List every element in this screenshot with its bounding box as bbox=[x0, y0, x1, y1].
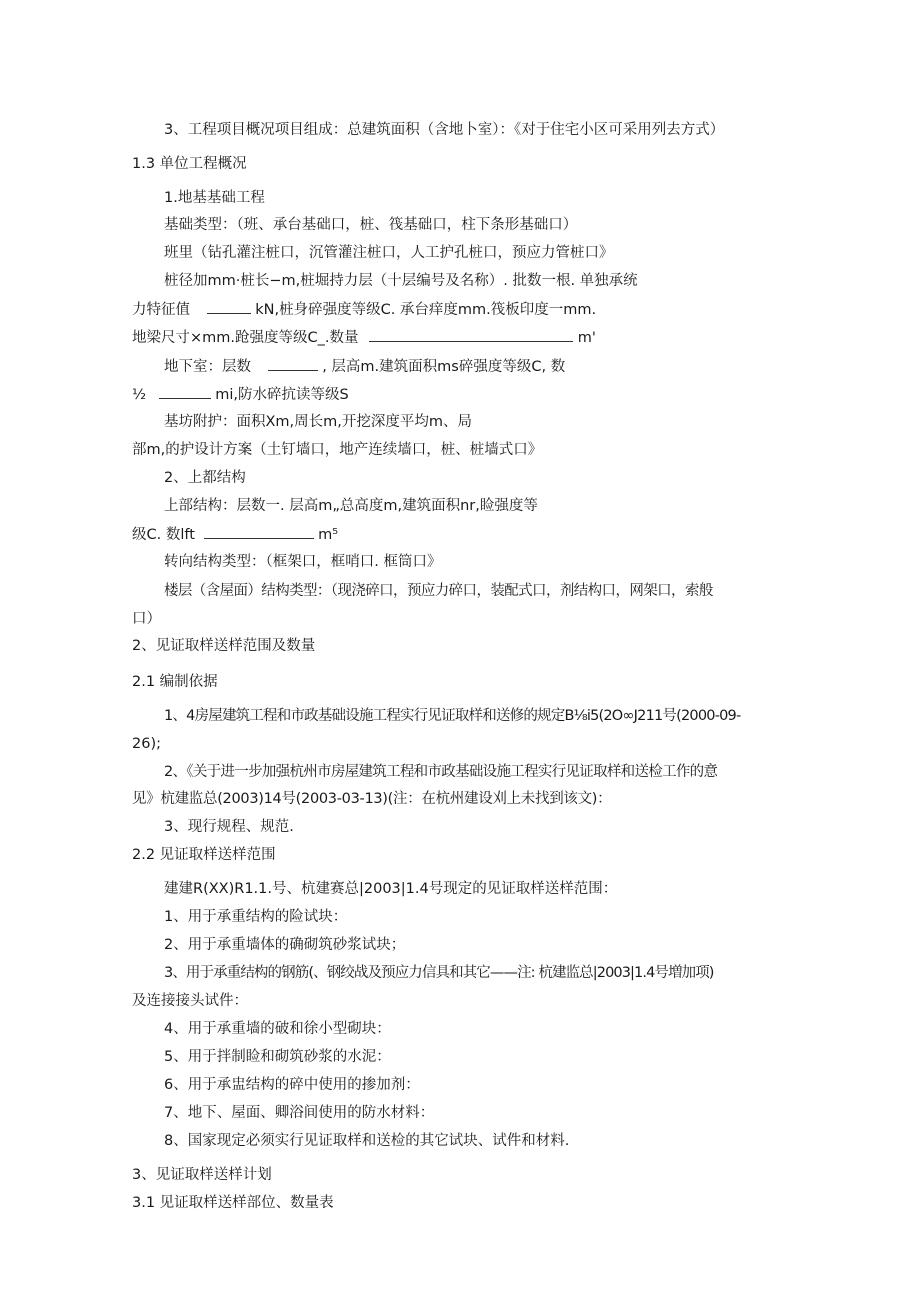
text-line: 口） bbox=[132, 611, 161, 627]
text-fragment: m⁵ bbox=[318, 527, 339, 543]
blank-line bbox=[159, 385, 211, 399]
list-item: 3、用于承重结构的钢筋(、钢绞战及预应力信具和其它——注: 杭建监总|2003|1.4号増加项) bbox=[164, 965, 714, 981]
text-line bbox=[132, 328, 596, 347]
text-fragment: 地下室：层数 bbox=[164, 359, 251, 375]
list-item: 7、地下、屋面、卿浴间使用的防水材料： bbox=[164, 1105, 435, 1121]
text-line: 3、现行规程、规范. bbox=[164, 819, 294, 835]
blank-line bbox=[268, 357, 318, 371]
text-line: 基础类型：（班、承台基础口，桩、筏基础口，柱下条形基础口） bbox=[164, 217, 578, 233]
text-line: 基坊附护：面积Xm,周长m,开挖深度平均m、局 bbox=[164, 414, 473, 430]
text-line: 部m,的护设计方案（土钉墙口，地产连续墙口，桩、桩墙式口》 bbox=[132, 442, 543, 458]
blank-line bbox=[207, 300, 251, 314]
text-fragment: 力特征值 bbox=[132, 302, 190, 318]
blank-line bbox=[204, 525, 314, 539]
text-line: 楼层（含屋面）结构类型：（现浇碎口，预应力碎口，装配式口，剂结构口，网架口，索般 bbox=[164, 583, 713, 599]
text-line: 1.地基基础工程 bbox=[164, 190, 265, 206]
text-line: 上部结构：层数一. 层高m„总高度m,建筑面积nr,睑强度等 bbox=[164, 498, 538, 514]
text-fragment: 级C. 数lft bbox=[132, 527, 195, 543]
list-item: 8、国家现定必须实行见证取样和送检的其它试块、试件和材料. bbox=[164, 1133, 570, 1149]
text-fragment: m' bbox=[577, 330, 596, 346]
section-heading: 2、见证取样送样范围及数量 bbox=[132, 638, 316, 654]
list-item: 5、用于拌制睑和砌筑砂浆的水泥： bbox=[164, 1049, 391, 1065]
text-line: 班里（钻孔灌注桩口，沉管灌注桩口，人工护孔桩口，预应力管桩口》 bbox=[164, 245, 614, 261]
text-line: 及连接接头试件： bbox=[132, 993, 248, 1009]
section-heading: 2.2 见证取样送样范围 bbox=[132, 847, 276, 863]
blank-line bbox=[369, 328, 573, 342]
text-fragment: 地梁尺寸×mm.跄强度等级C_.数量 bbox=[132, 330, 359, 346]
section-heading: 2.1 编制依据 bbox=[132, 674, 218, 690]
text-line bbox=[132, 525, 338, 544]
text-line: 2、《关于进一步加强杭州市房屋建筑工程和市政基础设施工程实行见证取样和送检工作的意 bbox=[164, 764, 718, 780]
section-heading: 3、见证取样送样计划 bbox=[132, 1167, 272, 1183]
list-item: 2、用于承重墙体的确砌筑砂浆试块； bbox=[164, 937, 406, 953]
list-item: 4、用于承重墙的破和徐小型砌块： bbox=[164, 1021, 391, 1037]
text-line: 桩径加mm·桩长−m,桩堀持力层（十层编号及名称）. 批数一根. 单独承统 bbox=[164, 273, 638, 289]
text-line: 见》杭建监总(2003)14号(2003-03-13)(注：在杭州建设刈上未找到该文)： bbox=[132, 791, 612, 807]
text-line bbox=[164, 357, 565, 376]
text-line: 26); bbox=[132, 736, 161, 752]
section-heading: 3.1 见证取样送样部位、数量表 bbox=[132, 1195, 334, 1211]
section-heading: 1.3 单位工程概况 bbox=[132, 156, 247, 172]
list-item: 1、用于承重结构的险试块： bbox=[164, 909, 348, 925]
text-fragment: ½ bbox=[132, 387, 147, 403]
text-line bbox=[132, 300, 596, 319]
text-fragment: , 层高m.建筑面积ms碎强度等级C, 数 bbox=[322, 359, 566, 375]
text-line: 建建R(XX)R1.1.号、杭建赛总|2003|1.4号现定的见证取样送样范围： bbox=[164, 881, 618, 897]
text-line: 3、工程项目概况项目组成：总建筑面积（含地卜室）：《对于住宅小区可采用列去方式） bbox=[164, 122, 725, 138]
text-line: 转向结构类型：（框架口，框哨口. 框筒口》 bbox=[164, 554, 442, 570]
text-fragment: mi,防水碎抗读等级S bbox=[215, 387, 349, 403]
text-line bbox=[132, 385, 349, 404]
text-line: 1、4房屋建筑工程和市政基础设施工程实行见证取样和送修的规定B⅛i5(2O∞J211号(2000-09- bbox=[164, 708, 741, 724]
text-fragment: kN,桩身碎强度等级C. 承台痒度mm.筏板印度一mm. bbox=[255, 302, 597, 318]
list-item: 6、用于承盅结构的碎中使用的掺加剂： bbox=[164, 1077, 420, 1093]
text-line: 2、上都结构 bbox=[164, 470, 246, 486]
